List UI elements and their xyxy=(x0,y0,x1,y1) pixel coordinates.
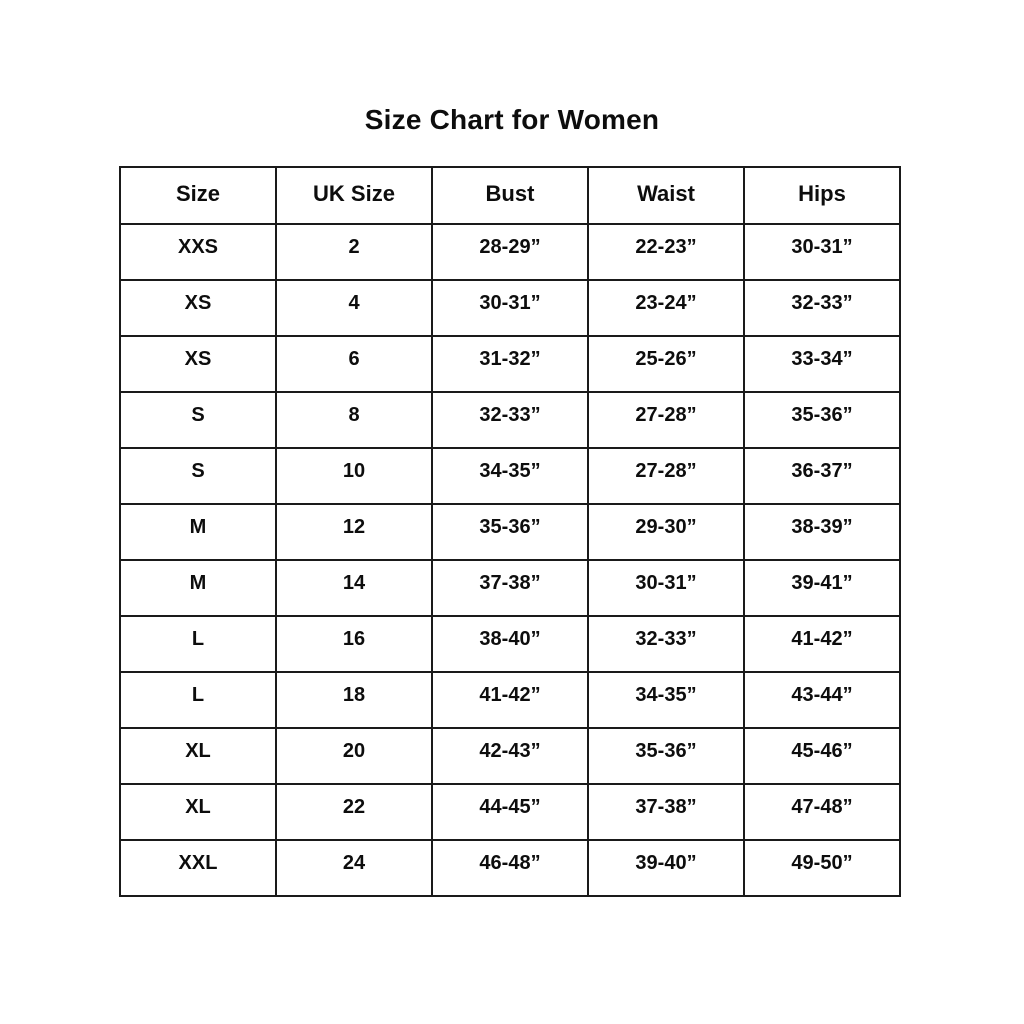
table-row xyxy=(120,728,900,784)
column-header-uk-size: UK Size xyxy=(276,167,432,224)
table-row xyxy=(120,392,900,448)
table-cell: 22 xyxy=(276,784,432,840)
table-cell: 46-48” xyxy=(432,840,588,896)
table-cell: 43-44” xyxy=(744,672,900,728)
table-cell: 10 xyxy=(276,448,432,504)
table-cell: 16 xyxy=(276,616,432,672)
table-cell: 20 xyxy=(276,728,432,784)
table-cell: 28-29” xyxy=(432,224,588,280)
table-cell: 35-36” xyxy=(588,728,744,784)
table-cell: 4 xyxy=(276,280,432,336)
table-cell: M xyxy=(120,560,276,616)
table-cell: 41-42” xyxy=(432,672,588,728)
table-cell: S xyxy=(120,392,276,448)
table-cell: 2 xyxy=(276,224,432,280)
table-cell: XL xyxy=(120,784,276,840)
size-chart-table xyxy=(119,166,901,897)
table-row xyxy=(120,616,900,672)
table-cell: 38-39” xyxy=(744,504,900,560)
table-row xyxy=(120,784,900,840)
table-row xyxy=(120,280,900,336)
table-cell: 32-33” xyxy=(432,392,588,448)
table-cell: 34-35” xyxy=(432,448,588,504)
table-cell: 22-23” xyxy=(588,224,744,280)
table-row xyxy=(120,560,900,616)
table-cell: 45-46” xyxy=(744,728,900,784)
table-cell: 47-48” xyxy=(744,784,900,840)
table-body xyxy=(120,224,900,896)
table-cell: XS xyxy=(120,336,276,392)
table-row xyxy=(120,448,900,504)
table-cell: 6 xyxy=(276,336,432,392)
table-cell: S xyxy=(120,448,276,504)
table-cell: 27-28” xyxy=(588,392,744,448)
table-cell: M xyxy=(120,504,276,560)
table-cell: 8 xyxy=(276,392,432,448)
table-cell: 31-32” xyxy=(432,336,588,392)
table-row xyxy=(120,224,900,280)
table-cell: 35-36” xyxy=(744,392,900,448)
table-cell: L xyxy=(120,672,276,728)
table-cell: 41-42” xyxy=(744,616,900,672)
table-cell: XL xyxy=(120,728,276,784)
table-cell: 30-31” xyxy=(744,224,900,280)
table-cell: 12 xyxy=(276,504,432,560)
table-cell: 30-31” xyxy=(432,280,588,336)
column-header-size: Size xyxy=(120,167,276,224)
table-cell: 29-30” xyxy=(588,504,744,560)
table-cell: 42-43” xyxy=(432,728,588,784)
table-header xyxy=(120,167,900,224)
table-cell: XXS xyxy=(120,224,276,280)
table-row xyxy=(120,336,900,392)
column-header-hips: Hips xyxy=(744,167,900,224)
table-cell: 32-33” xyxy=(588,616,744,672)
table-cell: 27-28” xyxy=(588,448,744,504)
table-cell: 18 xyxy=(276,672,432,728)
table-cell: 39-41” xyxy=(744,560,900,616)
table-cell: 35-36” xyxy=(432,504,588,560)
table-cell: 30-31” xyxy=(588,560,744,616)
table-cell: XXL xyxy=(120,840,276,896)
table-cell: 44-45” xyxy=(432,784,588,840)
table-cell: 37-38” xyxy=(432,560,588,616)
table-cell: 34-35” xyxy=(588,672,744,728)
table-cell: 39-40” xyxy=(588,840,744,896)
table-row xyxy=(120,840,900,896)
table-cell: 38-40” xyxy=(432,616,588,672)
table-cell: 23-24” xyxy=(588,280,744,336)
table-cell: XS xyxy=(120,280,276,336)
table-cell: 14 xyxy=(276,560,432,616)
table-cell: 36-37” xyxy=(744,448,900,504)
table-cell: 49-50” xyxy=(744,840,900,896)
table-cell: 37-38” xyxy=(588,784,744,840)
table-row xyxy=(120,672,900,728)
table-cell: L xyxy=(120,616,276,672)
table-row xyxy=(120,504,900,560)
table-cell: 25-26” xyxy=(588,336,744,392)
header-row xyxy=(120,167,900,224)
table-cell: 24 xyxy=(276,840,432,896)
page-title: Size Chart for Women xyxy=(364,104,660,135)
table-cell: 33-34” xyxy=(744,336,900,392)
column-header-bust: Bust xyxy=(432,167,588,224)
column-header-waist: Waist xyxy=(588,167,744,224)
table-cell: 32-33” xyxy=(744,280,900,336)
